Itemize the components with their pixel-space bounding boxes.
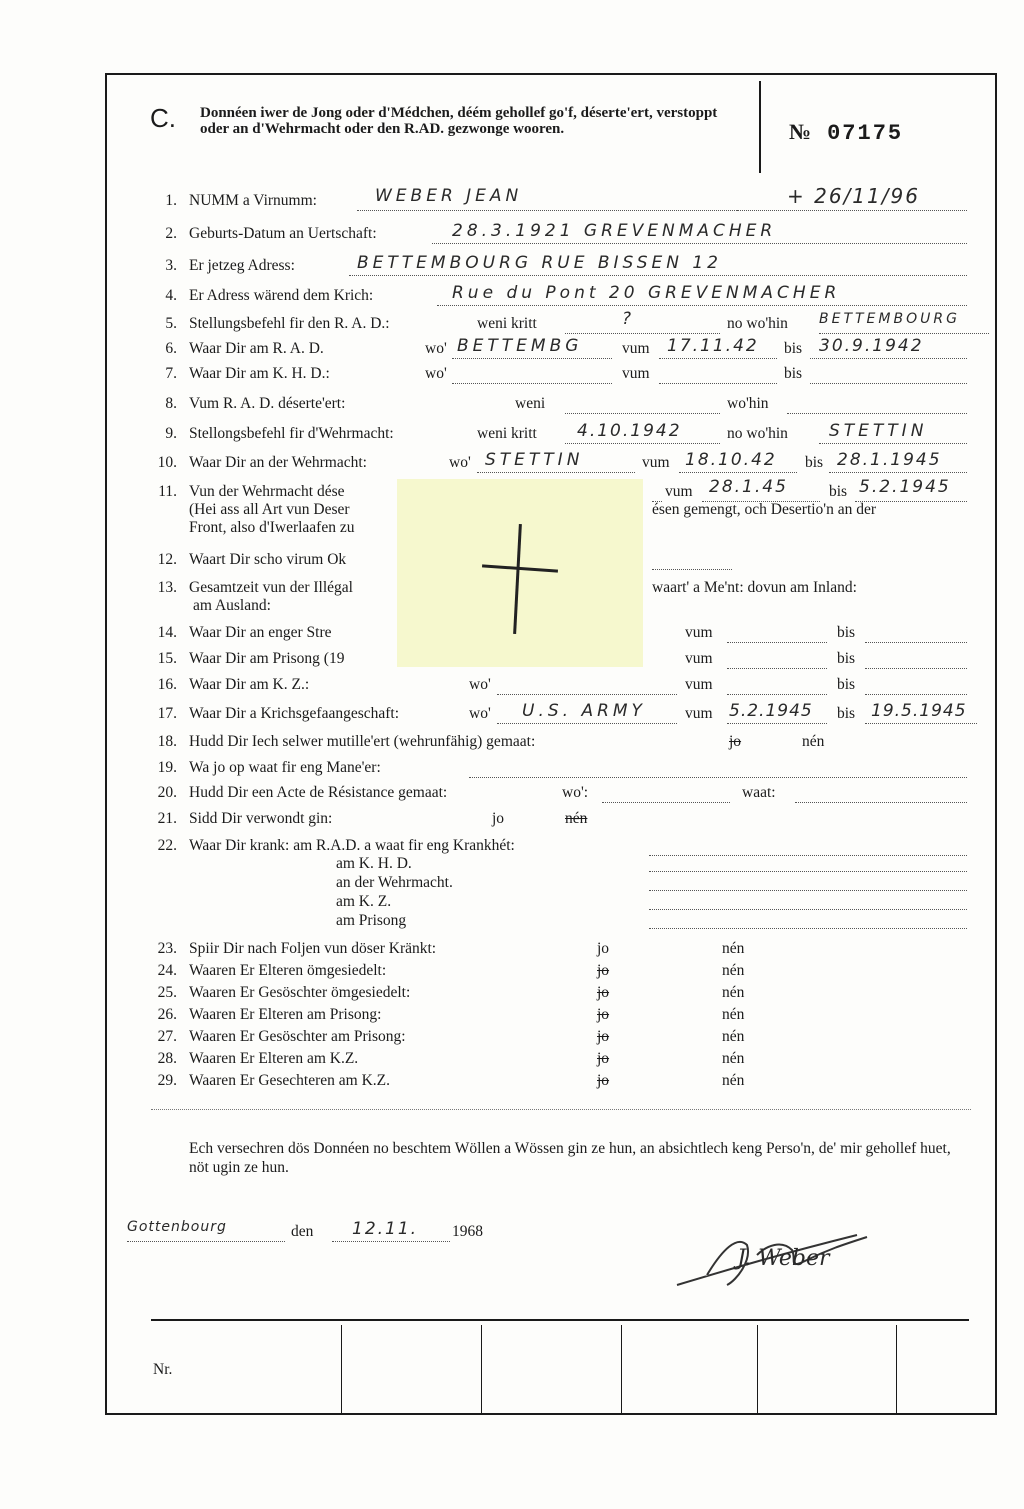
dotted-line [865, 652, 967, 669]
no-option[interactable]: nén [802, 733, 825, 750]
bis-label: bis [837, 650, 856, 667]
waat-label: waat: [742, 784, 776, 801]
declaration-text: Ech versechren dös Donnéen no beschtem Wöllen a Wössen gin ze hun, an absichtlech keng Perso'n, de' mir gehollef huet, nöt ugin ze hun. [189, 1140, 951, 1176]
cell-divider [341, 1325, 342, 1413]
row-number: 27. [157, 1028, 177, 1045]
no-wohin-label: no wo'hin [727, 315, 788, 332]
dotted-line [649, 855, 967, 872]
row-number: 19. [157, 759, 177, 776]
row-number: 8. [165, 395, 177, 412]
dotted-line [810, 367, 967, 384]
row-label: Waar Dir a Krichsgefaangeschaft: [189, 705, 400, 722]
no-option[interactable]: nén [722, 1028, 745, 1045]
row-13-abroad [193, 597, 271, 615]
sticky-note [397, 479, 643, 667]
row-11-note-right: ésen gemengt, och Desertio'n an der [652, 501, 877, 518]
vum-label: vum [622, 340, 650, 357]
row-label: Waar Dir am Prisong (19 [189, 650, 345, 667]
row-label: Waar Dir an der Wehrmacht: [189, 454, 367, 471]
row-label: Waar Dir am K. H. D.: [189, 365, 330, 382]
handwritten-value[interactable]: 30.9.1942 [819, 336, 924, 356]
dotted-line [727, 678, 827, 695]
handwritten-value[interactable]: 19.5.1945 [871, 701, 967, 721]
row-number: 15. [157, 650, 177, 667]
dotted-line [127, 1225, 285, 1242]
yes-option-struck[interactable]: jo [597, 1028, 610, 1045]
handwritten-value[interactable]: 28.1.1945 [837, 450, 942, 470]
yes-option[interactable]: jo [597, 940, 610, 957]
dotted-line [565, 397, 720, 414]
weni-kritt-label: weni kritt [477, 425, 537, 442]
bis-label: bis [837, 676, 856, 693]
handwritten-value[interactable]: BETTEMBOURG [819, 311, 960, 327]
row-label: Hudd Dir Iech selwer mutille'ert (wehrunfähig) gemaat: [189, 733, 536, 750]
handwritten-value[interactable]: STETTIN [829, 421, 928, 441]
row-label: NUMM a Virnumm: [189, 192, 317, 209]
signature-text: J. Weber [737, 1246, 830, 1271]
cell-divider [481, 1325, 482, 1413]
dotted-line [787, 397, 967, 414]
footer-nr-label: Nr. [153, 1361, 173, 1378]
row-label: Gesamtzeit vun der Illégal [189, 579, 353, 596]
handwritten-date[interactable]: 12.11. [352, 1219, 419, 1239]
weni-kritt-label: weni kritt [477, 315, 537, 332]
row-label: Waar Dir krank: am R.A.D. a waat fir eng Krankhét: [189, 837, 515, 854]
row-11-note-1: (Hei ass all Art vun Deser [189, 501, 350, 518]
vum-label: vum [685, 650, 713, 667]
handwritten-value[interactable]: 28.1.45 [709, 477, 788, 497]
yes-option-struck[interactable]: jo [597, 1006, 610, 1023]
footer-rule [151, 1319, 969, 1321]
signature [667, 1215, 887, 1295]
no-option[interactable]: nén [722, 1072, 745, 1089]
bis-label: bis [784, 365, 803, 382]
cell-divider [757, 1325, 758, 1413]
row-number: 10. [157, 454, 177, 471]
handwritten-value[interactable]: BETTEMBG [457, 336, 583, 356]
dotted-line [469, 761, 967, 778]
row-number: 17. [157, 705, 177, 722]
handwritten-war-address[interactable]: Rue du Pont 20 GREVENMACHER [452, 283, 841, 303]
form-header [107, 75, 995, 179]
yes-option-struck[interactable]: jo [729, 733, 742, 750]
no-option-struck[interactable]: nén [565, 810, 588, 827]
row-label: Waaren Er Gesöschter am Prisong: [189, 1028, 406, 1045]
form-frame [105, 73, 997, 1415]
row-number: 7. [165, 365, 177, 382]
handwritten-value[interactable]: 5.2.1945 [729, 701, 813, 721]
dotted-line [865, 678, 967, 695]
row-number: 22. [157, 837, 177, 854]
row-number: 16. [157, 676, 177, 693]
cell-divider [621, 1325, 622, 1413]
row-number: 18. [157, 733, 177, 750]
row-label: Waaren Er Elteren am Prisong: [189, 1006, 382, 1023]
no-wohin-label: no wo'hin [727, 425, 788, 442]
no-option[interactable]: nén [722, 1050, 745, 1067]
dotted-line [602, 786, 730, 803]
row-number: 13. [157, 579, 177, 596]
row-number: 9. [165, 425, 177, 442]
weni-label: weni [515, 395, 546, 412]
row-label: Waar Dir am R. A. D. [189, 340, 324, 357]
abroad-label: am Ausland: [193, 597, 271, 614]
vum-label: vum [622, 365, 650, 382]
row-label: Spiir Dir nach Foljen vun döser Kränkt: [189, 940, 437, 957]
vum-label: vum [685, 624, 713, 641]
bis-label: bis [805, 454, 824, 471]
den-label: den [291, 1223, 314, 1240]
number-value: 07175 [827, 121, 904, 146]
yes-option-struck[interactable]: jo [597, 1072, 610, 1089]
dotted-line [795, 786, 967, 803]
yes-option-struck[interactable]: jo [597, 984, 610, 1001]
row-number: 14. [157, 624, 177, 641]
dotted-line [727, 652, 827, 669]
row-number: 23. [157, 940, 177, 957]
row-label: Sidd Dir verwondt gin: [189, 810, 333, 827]
dotted-line [649, 893, 967, 910]
dotted-line [649, 912, 967, 929]
row-number: 1. [165, 192, 177, 209]
row-22-khd: am K. H. D. [336, 855, 412, 872]
row-label: Waar Dir an enger Stre [189, 624, 332, 641]
no-option[interactable]: nén [722, 940, 745, 957]
footer-cells [151, 1325, 969, 1413]
wo-label: wo' [469, 705, 491, 722]
dotted-line [652, 485, 662, 502]
yes-option[interactable]: jo [492, 810, 505, 827]
row-number: 21. [157, 810, 177, 827]
bis-label: bis [837, 624, 856, 641]
row-number: 28. [157, 1050, 177, 1067]
bis-label: bis [784, 340, 803, 357]
row-label: Er jetzeg Adress: [189, 257, 295, 274]
handwritten-value[interactable]: STETTIN [485, 450, 584, 470]
yes-option-struck[interactable]: jo [597, 1050, 610, 1067]
row-label: Stellongsbefehl fir d'Wehrmacht: [189, 425, 394, 442]
yes-option-struck[interactable]: jo [597, 962, 610, 979]
handwritten-value[interactable]: ? [622, 309, 636, 329]
handwritten-value[interactable]: 4.10.1942 [577, 421, 682, 441]
row-number: 5. [165, 315, 177, 332]
handwritten-address[interactable]: BETTEMBOURG RUE BISSEN 12 [357, 253, 723, 273]
months-label: waart' a Me'nt: dovun am Inland: [652, 579, 857, 596]
row-label: Stellungsbefehl fir den R. A. D.: [189, 315, 390, 332]
vum-label: vum [642, 454, 670, 471]
row-label: Waaren Er Gesöschter ömgesiedelt: [189, 984, 411, 1001]
wo-label: wo': [562, 784, 589, 801]
handwritten-value[interactable]: 5.2.1945 [859, 477, 951, 497]
row-number: 3. [165, 257, 177, 274]
cross-icon [513, 524, 522, 634]
form-title: Donnéen iwer de Jong oder d'Médchen, déém gehollef go'f, déserte'ert, verstoppt oder an d'Wehrmacht oder den R.AD. gezwonge wooren. [200, 105, 718, 137]
row-number: 6. [165, 340, 177, 357]
row-22-kz: am K. Z. [336, 893, 392, 910]
row-number: 11. [158, 483, 177, 500]
wo-label: wo' [425, 340, 447, 357]
number-sign: № [789, 119, 812, 144]
year: 1968 [452, 1223, 483, 1240]
row-label: Waaren Er Gesechteren am K.Z. [189, 1072, 391, 1089]
handwritten-birth[interactable]: 28.3.1921 GREVENMACHER [452, 221, 777, 241]
row-label: Waar Dir am K. Z.: [189, 676, 310, 693]
dotted-line [865, 626, 967, 643]
handwritten-name[interactable]: WEBER JEAN [375, 186, 523, 206]
dotted-line [565, 317, 720, 334]
dotted-line [659, 367, 777, 384]
no-option[interactable]: nén [722, 1006, 745, 1023]
row-label: Geburts-Datum an Uertschaft: [189, 225, 377, 242]
row-label: Waaren Er Elteren ömgesiedelt: [189, 962, 387, 979]
cross-icon-bar [482, 564, 558, 572]
row-number: 4. [165, 287, 177, 304]
row-number: 12. [157, 551, 177, 568]
handwritten-death-date[interactable]: + 26/11/96 [787, 184, 920, 208]
dotted-line [452, 367, 612, 384]
wohin-label: wo'hin [727, 395, 769, 412]
row-label: Er Adress wärend dem Krich: [189, 287, 374, 304]
no-option[interactable]: nén [722, 984, 745, 1001]
row-label: Vum R. A. D. déserte'ert: [189, 395, 346, 412]
row-11-note-2: Front, also d'Iwerlaafen zu [189, 519, 355, 536]
row-label: Vun der Wehrmacht dése [189, 483, 345, 500]
wo-label: wo' [425, 365, 447, 382]
dotted-line [497, 678, 677, 695]
dotted-line [737, 194, 967, 211]
form-number [789, 119, 903, 146]
no-option[interactable]: nén [722, 962, 745, 979]
vum-label: vum [685, 676, 713, 693]
header-divider [759, 81, 761, 173]
dotted-line [649, 874, 967, 891]
wo-label: wo' [449, 454, 471, 471]
handwritten-value[interactable]: 18.10.42 [685, 450, 777, 470]
section-separator [151, 1109, 971, 1110]
row-label: Waaren Er Elteren am K.Z. [189, 1050, 359, 1067]
vum-label: vum [665, 483, 693, 500]
bis-label: bis [829, 483, 848, 500]
row-22-prisong: am Prisong [336, 912, 407, 929]
dotted-line [649, 839, 967, 856]
bis-label: bis [837, 705, 856, 722]
row-number: 26. [157, 1006, 177, 1023]
vum-label: vum [685, 705, 713, 722]
row-22-wehrmacht: an der Wehrmacht. [336, 874, 453, 891]
row-label: Waart Dir scho virum Ok [189, 551, 347, 568]
handwritten-value[interactable]: 17.11.42 [667, 336, 759, 356]
wo-label: wo' [469, 676, 491, 693]
row-label: Hudd Dir een Acte de Résistance gemaat: [189, 784, 448, 801]
row-number: 20. [157, 784, 177, 801]
row-number: 25. [157, 984, 177, 1001]
dotted-line [727, 626, 827, 643]
section-letter: C. [150, 103, 176, 133]
handwritten-place[interactable]: Gottenbourg [127, 1219, 227, 1235]
row-number: 24. [157, 962, 177, 979]
row-number: 2. [165, 225, 177, 242]
row-label: Wa jo op waat fir eng Mane'er: [189, 759, 381, 776]
handwritten-value[interactable]: U.S. ARMY [522, 701, 646, 721]
dotted-line [652, 553, 732, 570]
cell-divider [896, 1325, 897, 1413]
row-number: 29. [157, 1072, 177, 1089]
